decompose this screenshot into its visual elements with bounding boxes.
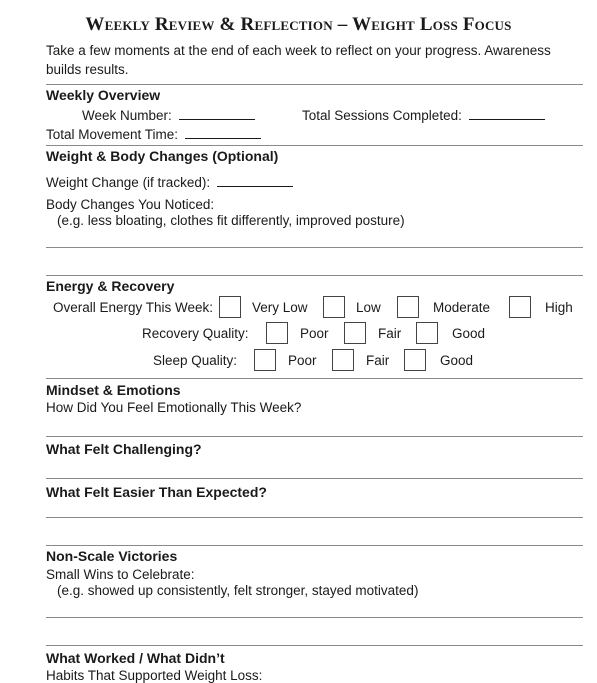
nsv-example: (e.g. showed up consistently, felt stronger, stayed motivated) <box>57 583 419 598</box>
write-line[interactable] <box>46 478 583 479</box>
checkbox-high[interactable] <box>509 296 531 318</box>
divider <box>46 378 583 379</box>
total-movement-field[interactable] <box>185 125 261 139</box>
challenging-heading: What Felt Challenging? <box>46 441 202 457</box>
write-line[interactable] <box>46 617 583 618</box>
sleep-option-good: Good <box>440 353 474 368</box>
recovery-option-fair: Fair <box>378 326 402 341</box>
week-number-field[interactable] <box>179 106 255 120</box>
overall-energy-label: Overall Energy This Week: <box>53 300 214 315</box>
week-number-row <box>82 106 255 123</box>
total-movement-row <box>46 125 261 142</box>
energy-heading: Energy & Recovery <box>46 278 175 294</box>
option-very-low: Very Low <box>252 300 308 315</box>
option-moderate: Moderate <box>433 300 491 315</box>
nsv-heading: Non-Scale Victories <box>46 548 178 564</box>
body-changes-label: Body Changes You Noticed: <box>46 197 215 212</box>
divider <box>46 645 583 646</box>
intro-text: Take a few moments at the end of each week to reflect on your progress. Awareness builds results. <box>46 43 551 77</box>
nsv-prompt: Small Wins to Celebrate: <box>46 567 195 582</box>
recovery-quality-label: Recovery Quality: <box>142 326 249 341</box>
weekly-overview-heading: Weekly Overview <box>46 87 161 103</box>
checkbox-recovery-poor[interactable] <box>266 322 288 344</box>
week-number-label: Week Number: <box>82 108 172 123</box>
total-sessions-row <box>302 106 545 123</box>
write-line[interactable] <box>46 436 583 437</box>
checkbox-sleep-fair[interactable] <box>332 349 354 371</box>
checkbox-recovery-fair[interactable] <box>344 322 366 344</box>
total-movement-label: Total Movement Time: <box>46 127 179 142</box>
body-changes-example: (e.g. less bloating, clothes fit differently, improved posture) <box>57 213 405 228</box>
option-high: High <box>545 300 573 315</box>
sleep-option-poor: Poor <box>288 353 317 368</box>
sleep-option-fair: Fair <box>366 353 390 368</box>
easier-heading: What Felt Easier Than Expected? <box>46 484 267 500</box>
write-line[interactable] <box>46 517 583 518</box>
total-sessions-label: Total Sessions Completed: <box>302 108 462 123</box>
weight-change-label: Weight Change (if tracked): <box>46 175 211 190</box>
mindset-heading: Mindset & Emotions <box>46 382 181 398</box>
sleep-quality-label: Sleep Quality: <box>153 353 238 368</box>
divider <box>46 275 583 276</box>
checkbox-sleep-good[interactable] <box>404 349 426 371</box>
mindset-prompt: How Did You Feel Emotionally This Week? <box>46 400 302 415</box>
worked-heading: What Worked / What Didn’t <box>46 650 225 666</box>
weight-change-field[interactable] <box>217 173 293 187</box>
write-line[interactable] <box>46 247 583 248</box>
option-low: Low <box>356 300 381 315</box>
checkbox-recovery-good[interactable] <box>416 322 438 344</box>
divider <box>46 545 583 546</box>
checkbox-sleep-poor[interactable] <box>254 349 276 371</box>
weight-change-row <box>46 173 293 190</box>
recovery-option-good: Good <box>452 326 486 341</box>
divider <box>46 84 583 85</box>
weight-body-heading: Weight & Body Changes (Optional) <box>46 148 279 164</box>
page-title: Weekly Review & Reflection – Weight Loss Focus <box>85 14 512 35</box>
total-sessions-field[interactable] <box>469 106 545 120</box>
checkbox-moderate[interactable] <box>397 296 419 318</box>
checkbox-low[interactable] <box>323 296 345 318</box>
worked-prompt: Habits That Supported Weight Loss: <box>46 668 263 683</box>
checkbox-very-low[interactable] <box>219 296 241 318</box>
recovery-option-poor: Poor <box>300 326 329 341</box>
divider <box>46 145 583 146</box>
